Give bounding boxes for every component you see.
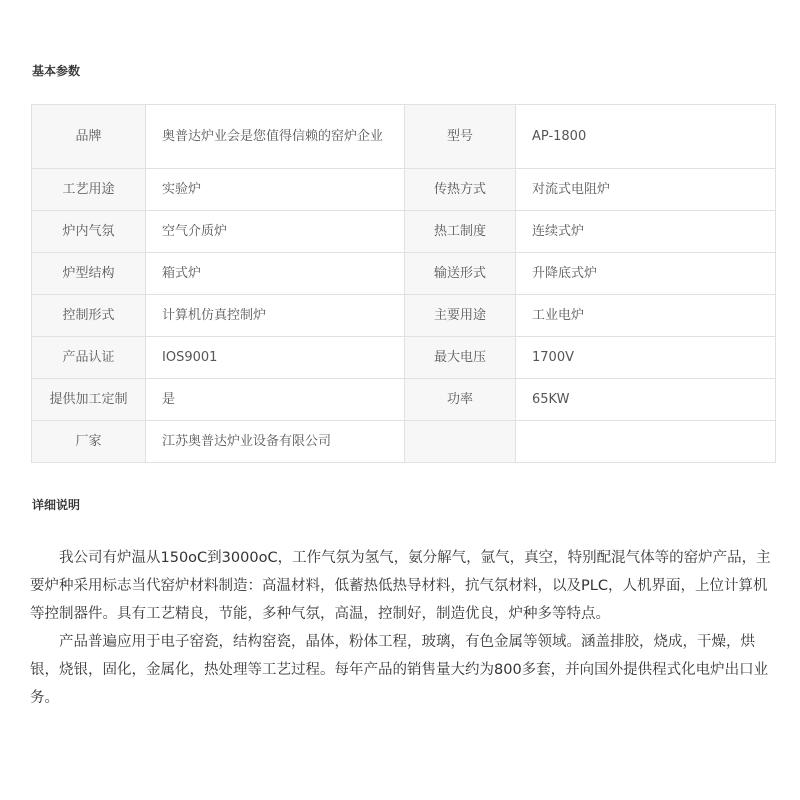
- spec-label: 传热方式: [405, 169, 516, 211]
- spec-label: 产品认证: [32, 337, 146, 379]
- detail-description-title: 详细说明: [32, 498, 81, 512]
- spec-label: 功率: [405, 379, 516, 421]
- spec-value: 江苏奥普达炉业设备有限公司: [146, 421, 405, 463]
- spec-label: 主要用途: [405, 295, 516, 337]
- spec-row-manufacturer: [32, 421, 776, 463]
- spec-label: 输送形式: [405, 253, 516, 295]
- spec-row-certification: [32, 337, 776, 379]
- spec-table: [31, 104, 776, 463]
- spec-value: 实验炉: [146, 169, 405, 211]
- spec-label: 炉型结构: [32, 253, 146, 295]
- spec-label-empty: [405, 421, 516, 463]
- spec-label: 炉内气氛: [32, 211, 146, 253]
- spec-value: IOS9001: [146, 337, 405, 379]
- spec-row-atmosphere: [32, 211, 776, 253]
- spec-label: 最大电压: [405, 337, 516, 379]
- spec-value: 空气介质炉: [146, 211, 405, 253]
- detail-description: [30, 544, 780, 712]
- detail-paragraph: 产品普遍应用于电子窑瓷，结构窑瓷，晶体，粉体工程，玻璃，有色金属等领域。涵盖排胶，烧成，干燥，烘银，烧银，固化，金属化，热处理等工艺过程。每年产品的销售量大约为800多套，并向国外提供程式化电炉出口业务。: [30, 634, 769, 706]
- spec-row-brand: [32, 105, 776, 169]
- basic-params-title: 基本参数: [32, 64, 81, 78]
- spec-label: 工艺用途: [32, 169, 146, 211]
- spec-label: 热工制度: [405, 211, 516, 253]
- spec-label: 提供加工定制: [32, 379, 146, 421]
- spec-value: 1700V: [516, 337, 776, 379]
- spec-value: 对流式电阻炉: [516, 169, 776, 211]
- detail-paragraph: 我公司有炉温从150oC到3000oC，工作气氛为氢气，氨分解气，氩气，真空，特别配混气体等的窑炉产品，主要炉种采用标志当代窑炉材料制造：高温材料，低蓄热低热导材料，抗气氛材料，以及PLC，人机界面，上位计算机等控制器件。具有工艺精良，节能，多种气氛，高温，控制好，制造优良，炉种多等特点。: [30, 550, 771, 622]
- spec-row-structure: [32, 253, 776, 295]
- spec-value: 工业电炉: [516, 295, 776, 337]
- spec-value: 计算机仿真控制炉: [146, 295, 405, 337]
- spec-value: 65KW: [516, 379, 776, 421]
- spec-row-customization: [32, 379, 776, 421]
- spec-value: 奥普达炉业会是您值得信赖的窑炉企业: [146, 105, 405, 169]
- spec-row-process-use: [32, 169, 776, 211]
- spec-label: 品牌: [32, 105, 146, 169]
- spec-value: 升降底式炉: [516, 253, 776, 295]
- spec-value: AP-1800: [516, 105, 776, 169]
- spec-label: 控制形式: [32, 295, 146, 337]
- spec-label: 厂家: [32, 421, 146, 463]
- spec-value: 箱式炉: [146, 253, 405, 295]
- spec-value: 连续式炉: [516, 211, 776, 253]
- spec-value: 是: [146, 379, 405, 421]
- spec-value-empty: [516, 421, 776, 463]
- spec-label: 型号: [405, 105, 516, 169]
- spec-row-control: [32, 295, 776, 337]
